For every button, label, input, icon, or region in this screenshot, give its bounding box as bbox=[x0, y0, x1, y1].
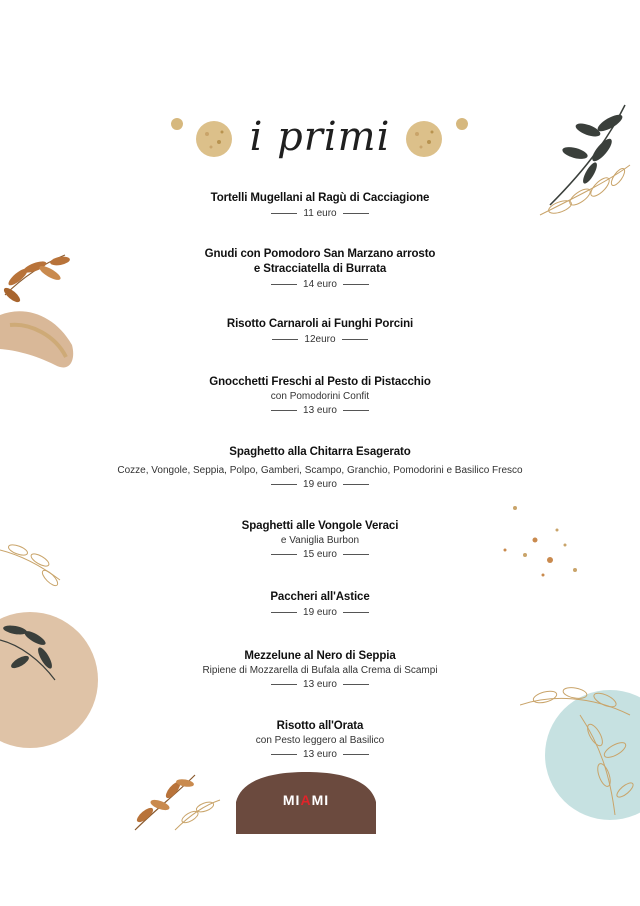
dish-item bbox=[0, 719, 640, 761]
dish-item bbox=[0, 247, 640, 291]
brand-name: MIAMI bbox=[282, 792, 330, 808]
dish-description: Cozze, Vongole, Seppia, Polpo, Gamberi, Scampo, Granchio, Pomodorini e Basilico Fresco bbox=[117, 465, 523, 476]
dish-price: 19 euro bbox=[303, 607, 337, 618]
dish-name: Spaghetto alla Chitarra Esagerato bbox=[229, 446, 411, 458]
dish-price: 13 euro bbox=[303, 405, 337, 416]
title-row bbox=[0, 112, 640, 162]
dish-name: Spaghetti alle Vongole Veraci bbox=[241, 520, 399, 532]
dish-price: 19 euro bbox=[303, 479, 337, 490]
dish-item bbox=[0, 375, 640, 417]
dish-name: Gnocchetti Freschi al Pesto di Pistacchio bbox=[209, 376, 431, 388]
dish-price: 13 euro bbox=[303, 679, 337, 690]
dish-name: Gnudi con Pomodoro San Marzano arrosto bbox=[204, 248, 436, 260]
dish-description: con Pomodorini Confit bbox=[270, 391, 370, 402]
dish-item bbox=[0, 317, 640, 346]
dish-name: Mezzelune al Nero di Seppia bbox=[244, 650, 396, 662]
dish-name-line2: e Stracciatella di Burrata bbox=[253, 263, 387, 275]
brand-logo bbox=[236, 772, 376, 834]
dish-item bbox=[0, 590, 640, 619]
dish-name: Risotto all'Orata bbox=[276, 720, 364, 732]
dish-price: 13 euro bbox=[303, 749, 337, 760]
dish-description: e Vaniglia Burbon bbox=[280, 535, 360, 546]
dish-name: Tortelli Mugellani al Ragù di Cacciagione bbox=[210, 192, 430, 204]
dish-item bbox=[0, 445, 640, 491]
dish-description: Ripiene di Mozzarella di Bufala alla Crema di Scampi bbox=[202, 665, 438, 676]
dish-item bbox=[0, 649, 640, 691]
page-title: i primi bbox=[249, 114, 391, 160]
dish-price: 15 euro bbox=[303, 549, 337, 560]
dish-price: 11 euro bbox=[303, 208, 337, 219]
small-leaf-cluster-icon bbox=[125, 765, 225, 835]
dish-item bbox=[0, 519, 640, 561]
gold-glitter-circle-icon bbox=[405, 120, 443, 158]
dish-price: 14 euro bbox=[303, 279, 337, 290]
dish-price: 12euro bbox=[304, 334, 336, 345]
dish-description: con Pesto leggero al Basilico bbox=[255, 735, 385, 746]
dish-item bbox=[0, 191, 640, 220]
gold-dot-icon bbox=[455, 117, 469, 131]
dish-name: Paccheri all'Astice bbox=[270, 591, 370, 603]
dish-name: Risotto Carnaroli ai Funghi Porcini bbox=[226, 318, 414, 330]
